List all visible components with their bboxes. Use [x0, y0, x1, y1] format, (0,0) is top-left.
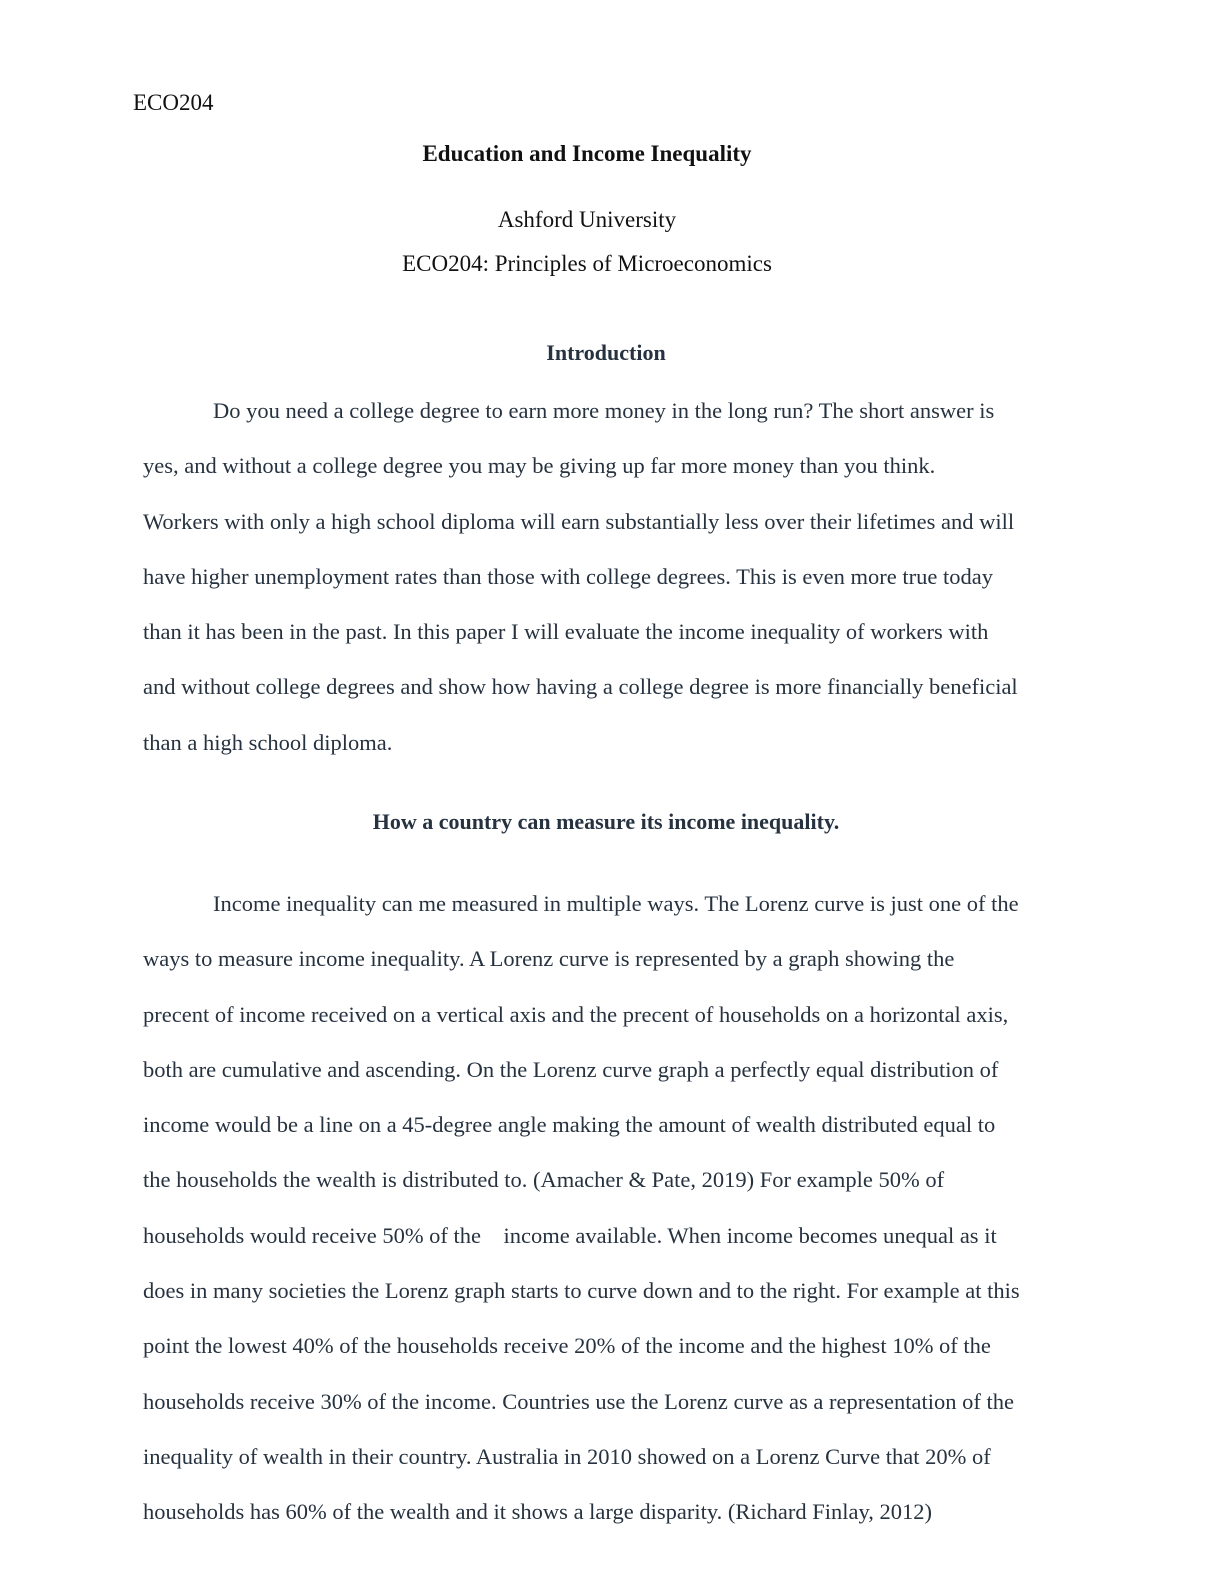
paragraph-line: yes, and without a college degree you may be giving up far more money than you think.	[143, 453, 936, 479]
paragraph-line: the households the wealth is distributed to. (Amacher & Pate, 2019) For example 50% of	[143, 1167, 945, 1193]
section-heading-introduction: Introduction	[546, 340, 666, 365]
paragraph-line: ways to measure income inequality. A Lorenz curve is represented by a graph showing the	[143, 946, 955, 972]
introduction-paragraph	[143, 383, 1075, 770]
paragraph-line: households has 60% of the wealth and it shows a large disparity. (Richard Finlay, 2012)	[143, 1499, 933, 1525]
paragraph-line: and without college degrees and show how having a college degree is more financially beneficial	[143, 674, 1018, 700]
paragraph-line: households receive 30% of the income. Countries use the Lorenz curve as a representation of the	[143, 1388, 1014, 1414]
paragraph-line: inequality of wealth in their country. Australia in 2010 showed on a Lorenz Curve that 20% of	[143, 1443, 991, 1469]
paragraph-line: Workers with only a high school diploma will earn substantially less over their lifetimes and will	[143, 508, 1015, 534]
section-heading-income-inequality-measurement: How a country can measure its income inequality.	[372, 809, 840, 834]
paragraph-line: Income inequality can me measured in multiple ways. The Lorenz curve is just one of the	[213, 891, 1019, 916]
paper-title: Education and Income Inequality	[422, 141, 752, 166]
paragraph-line: both are cumulative and ascending. On the Lorenz curve graph a perfectly equal distribution of	[143, 1056, 999, 1082]
course-name: ECO204: Principles of Microeconomics	[402, 251, 772, 276]
institution-name: Ashford University	[497, 207, 677, 232]
running-header-course-code: ECO204	[133, 90, 214, 115]
paragraph-line: income would be a line on a 45-degree angle making the amount of wealth distributed equal to	[143, 1112, 996, 1138]
paragraph-line: point the lowest 40% of the households receive 20% of the income and the highest 10% of the	[143, 1333, 991, 1359]
paragraph-line: than a high school diploma.	[143, 729, 393, 755]
paragraph-line: households would receive 50% of the income available. When income becomes unequal as it	[143, 1222, 997, 1248]
paragraph-line: have higher unemployment rates than those with college degrees. This is even more true today	[143, 563, 993, 589]
paragraph-line: does in many societies the Lorenz graph starts to curve down and to the right. For example at this	[143, 1278, 1020, 1304]
income-inequality-paragraph	[143, 876, 1075, 1540]
paragraph-line: Do you need a college degree to earn more money in the long run? The short answer is	[213, 398, 995, 423]
paragraph-line: precent of income received on a vertical axis and the precent of households on a horizontal axis,	[143, 1001, 1009, 1027]
paragraph-line: than it has been in the past. In this paper I will evaluate the income inequality of workers with	[143, 619, 989, 645]
